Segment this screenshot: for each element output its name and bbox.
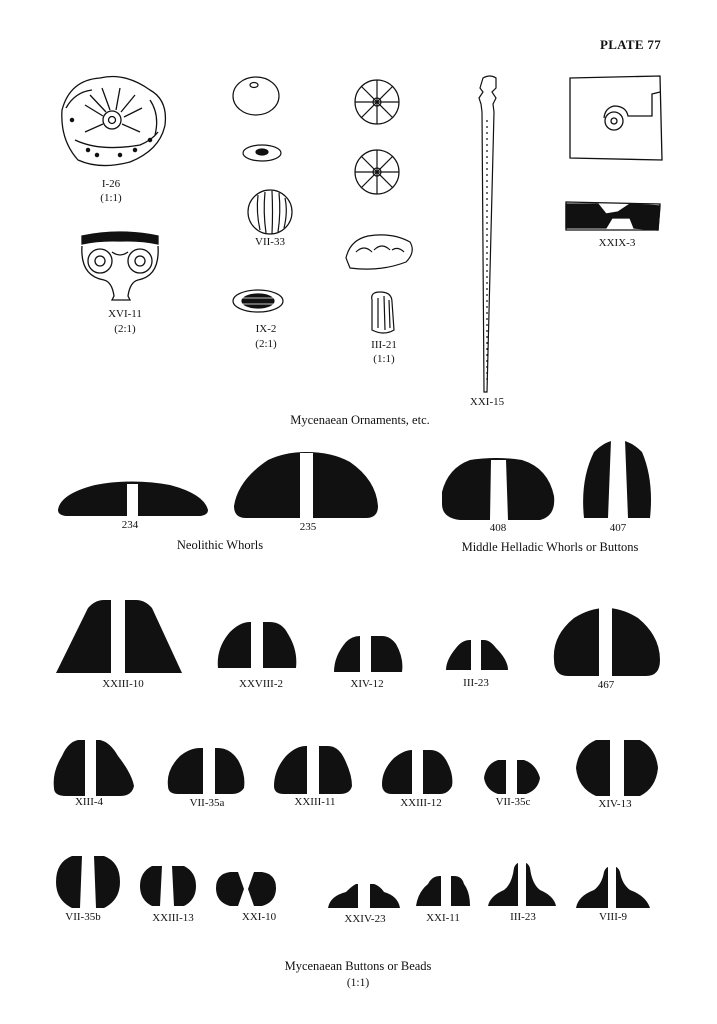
whorl-234-label: 234 xyxy=(121,519,139,531)
button-vii35a-label: VII-35a xyxy=(189,797,225,809)
ornament-iii21-label: III-21 xyxy=(371,339,397,351)
whorl-234 xyxy=(58,482,208,517)
buttons-caption: Mycenaean Buttons or Beads xyxy=(284,959,432,973)
ornament-xxix3-drawing xyxy=(566,76,662,230)
button-xiv12 xyxy=(334,636,402,672)
button-iii23-row3-label: III-23 xyxy=(510,911,536,923)
ornament-i26-label: I-26 xyxy=(101,178,121,190)
ornament-ix2-scale: (2:1) xyxy=(255,338,277,350)
button-467 xyxy=(554,608,660,676)
whorl-407-label: 407 xyxy=(609,522,627,534)
ornament-xxi15-label: XXI-15 xyxy=(469,396,505,408)
bead-xxi10 xyxy=(216,872,276,906)
button-xxviii2-label: XXVIII-2 xyxy=(239,678,283,690)
ornament-iii21-drawing xyxy=(346,80,412,333)
ornament-xvi11-label: XVI-11 xyxy=(108,308,142,320)
whorl-235-label: 235 xyxy=(299,521,317,533)
ornament-iii21-scale: (1:1) xyxy=(373,353,395,365)
button-xxiii11 xyxy=(274,746,352,794)
button-xxiii12 xyxy=(382,750,452,794)
button-xxiv23 xyxy=(328,884,400,908)
ornament-vii33-label: VII-33 xyxy=(255,236,285,248)
button-xxviii2 xyxy=(218,622,297,668)
button-viii9-label: VIII-9 xyxy=(598,911,628,923)
neolithic-whorls-caption: Neolithic Whorls xyxy=(176,538,264,552)
ornament-xvi11-scale: (2:1) xyxy=(114,323,136,335)
button-xxi11 xyxy=(416,876,470,906)
ornament-i26-drawing xyxy=(62,77,166,166)
middle-helladic-caption: Middle Helladic Whorls or Buttons xyxy=(461,540,639,554)
button-iii23-row3 xyxy=(488,862,556,906)
button-xxiii12-label: XXIII-12 xyxy=(400,797,442,809)
ornament-xxix3-label: XXIX-3 xyxy=(598,237,636,249)
button-xxiii11-label: XXIII-11 xyxy=(294,796,336,808)
ornament-vii33-drawing xyxy=(233,77,292,234)
button-iii23-row1-label: III-23 xyxy=(463,677,489,689)
button-vii35c-label: VII-35c xyxy=(495,796,531,808)
button-xxiv23-label: XXIV-23 xyxy=(344,913,386,925)
button-467-label: 467 xyxy=(597,679,615,691)
button-xiii4-label: XIII-4 xyxy=(74,796,104,808)
button-xiv12-label: XIV-12 xyxy=(350,678,384,690)
ornaments-caption: Mycenaean Ornaments, etc. xyxy=(290,413,430,427)
button-xiv13-label: XIV-13 xyxy=(598,798,632,810)
button-xiii4 xyxy=(54,740,134,796)
whorl-408 xyxy=(442,458,554,520)
plate-number: PLATE 77 xyxy=(599,37,661,52)
button-xxi11-label: XXI-11 xyxy=(426,912,460,924)
button-xxiii10-label: XXIII-10 xyxy=(102,678,144,690)
ornament-ix2-drawing xyxy=(233,290,283,312)
whorl-408-label: 408 xyxy=(489,522,507,534)
button-xiv13 xyxy=(576,740,658,796)
bead-xxiii13-label: XXIII-13 xyxy=(152,912,194,924)
buttons-scale: (1:1) xyxy=(346,977,370,989)
button-xxiii10 xyxy=(56,600,182,673)
button-viii9 xyxy=(576,866,650,908)
button-iii23-row1 xyxy=(446,640,508,670)
bead-xxiii13 xyxy=(140,866,196,906)
button-vii35a xyxy=(168,748,245,794)
ornament-ix2-label: IX-2 xyxy=(255,323,277,335)
whorl-407 xyxy=(583,440,651,518)
ornament-xxi15-drawing xyxy=(479,76,496,392)
whorl-235 xyxy=(234,452,378,518)
ornament-xvi11-drawing xyxy=(82,232,158,300)
ornament-i26-scale: (1:1) xyxy=(100,192,122,204)
bead-vii35b xyxy=(56,856,120,908)
button-vii35c xyxy=(484,760,540,794)
bead-vii35b-label: VII-35b xyxy=(65,911,101,923)
bead-xxi10-label: XXI-10 xyxy=(241,911,277,923)
